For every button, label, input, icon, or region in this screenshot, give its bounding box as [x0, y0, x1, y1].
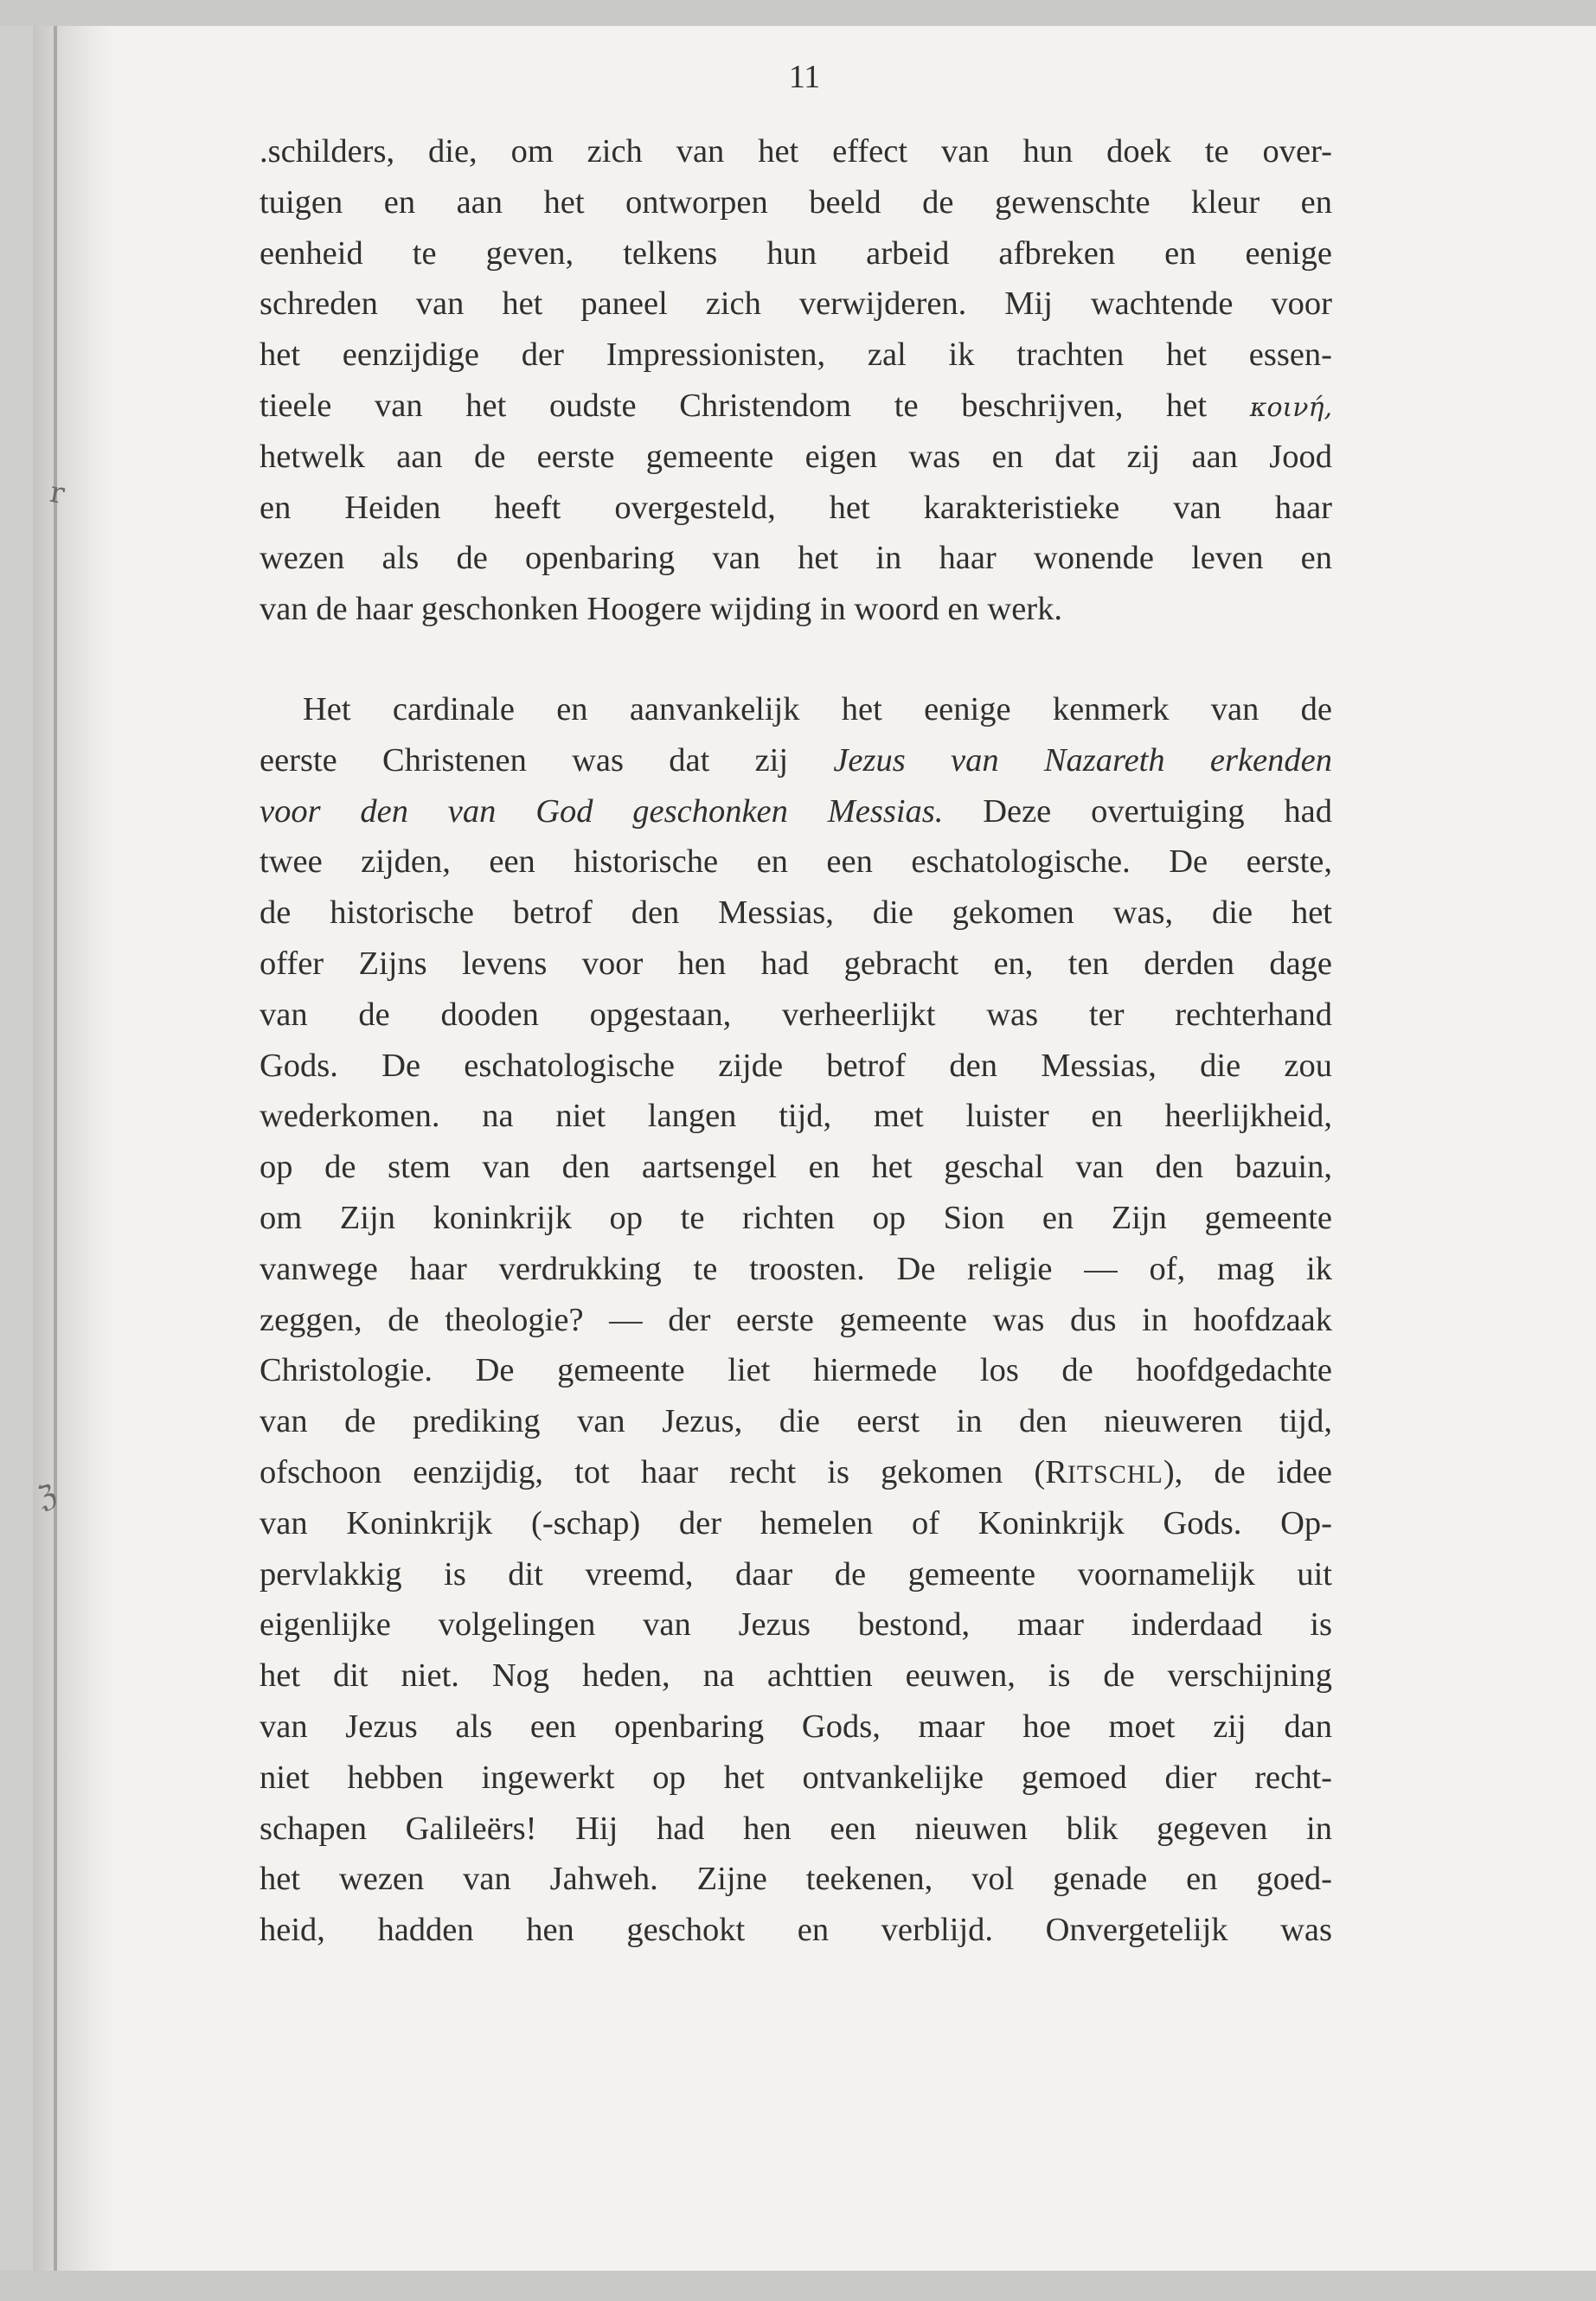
text-line: en Heiden heeft overgesteld, het karakteristieke van haar: [260, 489, 1332, 526]
text-line: tuigen en aan het ontworpen beeld de gewenschte kleur en: [260, 183, 1332, 221]
paragraph-2: [260, 684, 1332, 1956]
greek-word: κοινή,: [1249, 392, 1333, 423]
text-line: niet hebben ingewerkt op het ontvankelijke gemoed dier recht-: [260, 1759, 1332, 1796]
text-line: zeggen, de theologie? — der eerste gemeente was dus in hoofdzaak: [260, 1301, 1332, 1338]
text-line: om Zijn koninkrijk op te richten op Sion en Zijn gemeente: [260, 1199, 1332, 1236]
text-line: van Jezus als een openbaring Gods, maar hoe moet zij dan: [260, 1708, 1332, 1745]
text-line: van de dooden opgestaan, verheerlijkt was ter rechterhand: [260, 996, 1332, 1033]
text-line: het wezen van Jahweh. Zijne teekenen, vol genade en goed-: [260, 1861, 1332, 1898]
text-line: eenheid te geven, telkens hun arbeid afbreken en eenige: [260, 234, 1332, 272]
text-line: hetwelk aan de eerste gemeente eigen was en dat zij aan Jood: [260, 438, 1332, 475]
text-line: eigenlijke volgelingen van Jezus bestond, maar inderdaad is: [260, 1606, 1332, 1644]
text-line: [260, 1447, 1332, 1498]
text-line: schreden van het paneel zich verwijderen. Mij wachtende voor: [260, 285, 1332, 323]
text-line: [260, 381, 1332, 432]
small-caps-name: ITSCHL: [1067, 1459, 1163, 1489]
scan-bottom-edge: [0, 2271, 1596, 2301]
paragraph-gap: [260, 635, 1332, 684]
text-line: wezen als de openbaring van het in haar wonende leven en: [260, 540, 1332, 577]
italic-text: voor den van God geschonken Messias.: [260, 792, 944, 830]
text-line: heid, hadden hen geschokt en verblijd. Onvergetelijk was: [260, 1912, 1332, 1949]
text-line: Gods. De eschatologische zijde betrof den Messias, die zou: [260, 1047, 1332, 1084]
text-segment: ofschoon eenzijdig, tot haar recht is gekomen (R: [260, 1453, 1067, 1490]
scan-top-edge: [0, 0, 1596, 26]
paragraph-1: [260, 126, 1332, 635]
binding-line: [54, 26, 57, 2271]
text-line: van de prediking van Jezus, die eerst in den nieuweren tijd,: [260, 1403, 1332, 1440]
binding-shadow: [33, 26, 115, 2271]
page-number: 11: [788, 59, 821, 95]
text-line: .schilders, die, om zich van het effect van hun doek te over-: [260, 133, 1332, 170]
margin-mark: r: [47, 474, 67, 512]
text-line: wederkomen. na niet langen tijd, met luister en heerlijkheid,: [260, 1098, 1332, 1135]
text-line: [260, 684, 1332, 735]
text-segment: ), de idee: [1163, 1453, 1332, 1490]
text-line: offer Zijns levens voor hen had gebracht en, ten derden dage: [260, 945, 1332, 982]
text-line: twee zijden, een historische en een eschatologische. De eerste,: [260, 843, 1332, 881]
text-line: vanwege haar verdrukking te troosten. De religie — of, mag ik: [260, 1250, 1332, 1287]
margin-mark: ℨ: [34, 1477, 61, 1516]
text-line: van de haar geschonken Hoogere wijding in woord en werk.: [260, 591, 1062, 628]
text-segment: Deze overtuiging had: [943, 792, 1332, 830]
text-line: pervlakkig is dit vreemd, daar de gemeente voornamelijk uit: [260, 1555, 1332, 1593]
text-line: het dit niet. Nog heden, na achttien eeuwen, is de verschijning: [260, 1657, 1332, 1695]
text-line: op de stem van den aartsengel en het geschal van den bazuin,: [260, 1149, 1332, 1186]
text-line: de historische betrof den Messias, die gekomen was, die het: [260, 894, 1332, 932]
page-text: [260, 50, 1332, 1956]
text-line: [260, 786, 1332, 837]
text-segment: tieele van het oudste Christendom te beschrijven, het: [260, 387, 1208, 424]
text-line: Christologie. De gemeente liet hiermede los de hoofdgedachte: [260, 1352, 1332, 1389]
text-segment: eerste Christenen was dat zij: [260, 741, 834, 779]
text-line: [260, 735, 1332, 786]
text-line: het eenzijdige der Impressionisten, zal ik trachten het essen-: [260, 336, 1332, 374]
text-segment: Het cardinale en aanvankelijk het eenige kenmerk van de: [303, 690, 1332, 727]
text-line: schapen Galileërs! Hij had hen een nieuwen blik gegeven in: [260, 1810, 1332, 1847]
italic-text: Jezus van Nazareth erkenden: [833, 741, 1332, 779]
text-line: van Koninkrijk (-schap) der hemelen of Koninkrijk Gods. Op-: [260, 1504, 1332, 1541]
